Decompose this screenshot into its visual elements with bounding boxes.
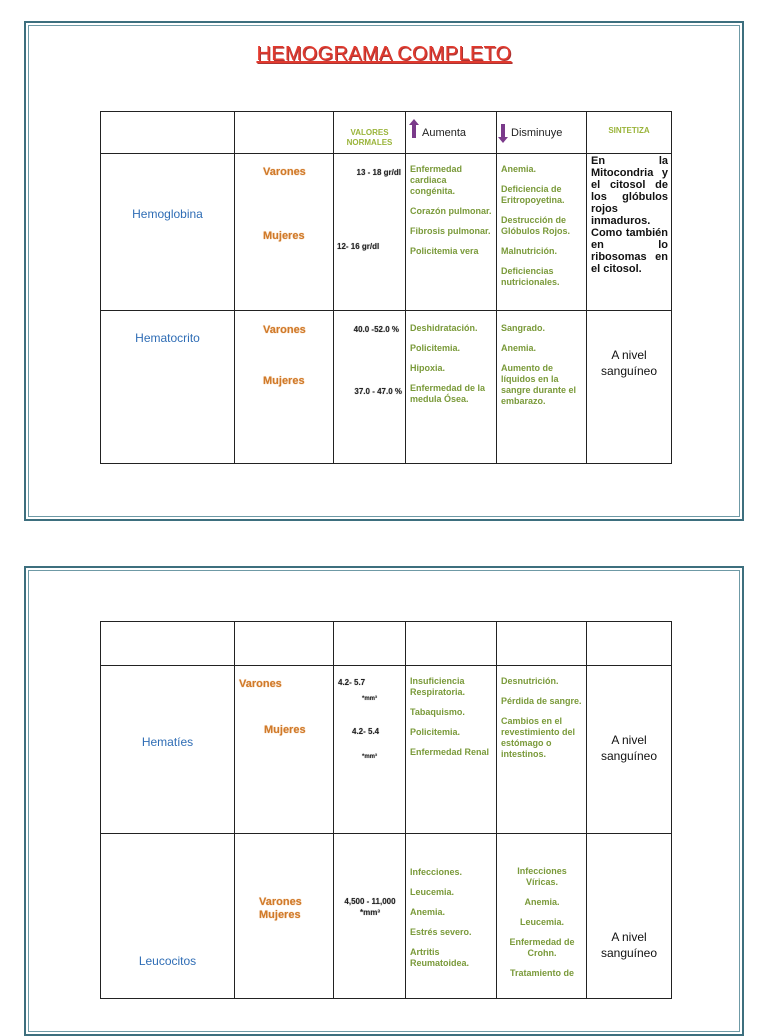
leucocitos-name-cell (101, 834, 235, 999)
list-item: Fibrosis pulmonar. (410, 226, 491, 236)
hematocrito-valores-cell (334, 311, 406, 464)
list-item: Leucemia. (410, 887, 455, 897)
hematocrito-disminuye-cell (497, 311, 587, 464)
hemoglobina-name: Hemoglobina (132, 207, 203, 221)
hemoglobina-valores-cell (334, 154, 406, 311)
valor-mujeres-unit: *mm³ (362, 754, 378, 760)
list-item: Anemia. (524, 897, 560, 907)
header-empty-cell (101, 622, 235, 666)
list-item: Hipoxia. (410, 363, 446, 373)
hematies-aumenta-cell (406, 666, 497, 834)
hemoglobina-aumenta-list (410, 164, 493, 266)
hematocrito-aumenta-cell (406, 311, 497, 464)
hematocrito-name-cell (101, 311, 235, 464)
leucocitos-sex-cell (235, 834, 334, 999)
hematocrito-sintetiza: A nivel sanguíneo (600, 348, 658, 378)
header-row (101, 112, 672, 154)
header-empty-cell (497, 622, 587, 666)
hemoglobina-sex-cell (235, 154, 334, 311)
valor-mujeres: 4.2- 5.4 (352, 727, 380, 736)
hemograma-table-1 (100, 111, 672, 464)
list-item: Tabaquismo. (410, 707, 465, 717)
header-aumenta-cell (406, 112, 497, 154)
hemograma-table-2 (100, 621, 672, 999)
varones-label: Varones (259, 896, 302, 908)
hemoglobina-row (101, 154, 672, 311)
list-item: Policitemia. (410, 727, 461, 737)
leucocitos-name: Leucocitos (138, 954, 197, 968)
hematies-sintetiza-cell (587, 666, 672, 834)
mujeres-label: Mujeres (259, 909, 301, 921)
arrow-up-icon (412, 124, 416, 138)
list-item: Malnutrición. (501, 246, 557, 256)
list-item: Cambios en el revestimiento del estómago o intestinos. (501, 716, 576, 759)
hematies-name-cell (101, 666, 235, 834)
leucocitos-sintetiza-cell (587, 834, 672, 999)
hemoglobina-sintetiza: En la Mitocondria y el citosol de los glóbulos rojos inmaduros. Como también en lo ribosomas en el citosol. (591, 155, 668, 275)
disminuye-label: Disminuye (511, 127, 563, 139)
list-item: Infecciones Víricas. (517, 866, 567, 887)
list-item: Enfermedad de Crohn. (509, 937, 575, 958)
hematocrito-name: Hematocrito (135, 331, 200, 345)
list-item: Leucemia. (519, 917, 565, 927)
list-item: Policitemia. (410, 343, 461, 353)
leucocitos-row (101, 834, 672, 999)
mujeres-label: Mujeres (264, 724, 306, 736)
list-item: Insuficiencia Respiratoria. (410, 676, 466, 697)
hemoglobina-disminuye-cell (497, 154, 587, 311)
hemoglobina-name-cell (101, 154, 235, 311)
hematies-disminuye-list (501, 676, 584, 769)
hematies-valores-cell (334, 666, 406, 834)
hematocrito-disminuye-list (501, 323, 584, 416)
hematocrito-sex-cell (235, 311, 334, 464)
list-item: Deshidratación. (410, 323, 478, 333)
hemoglobina-aumenta-cell (406, 154, 497, 311)
mujeres-label: Mujeres (263, 375, 305, 387)
valor-varones: 4.2- 5.7 (338, 678, 366, 687)
hemoglobina-disminuye-list (501, 164, 584, 297)
list-item: Infecciones. (410, 867, 463, 877)
list-item: Desnutrición. (501, 676, 559, 686)
document-page-2 (24, 566, 744, 1036)
list-item: Anemia. (410, 907, 446, 917)
list-item: Anemia. (501, 343, 537, 353)
leucocitos-disminuye-cell (497, 834, 587, 999)
sintetiza-label: SINTETIZA (608, 126, 650, 135)
list-item: Corazón pulmonar. (410, 206, 492, 216)
varones-label: Varones (263, 324, 306, 336)
hemoglobina-sintetiza-cell (587, 154, 672, 311)
aumenta-header (412, 124, 466, 139)
document-page-1 (24, 21, 744, 521)
header-empty-cell (235, 112, 334, 154)
valor-mujeres: 12- 16 gr/dl (337, 242, 380, 251)
hematies-sintetiza: A nivel sanguíneo (600, 733, 658, 763)
disminuye-header (501, 124, 562, 139)
header-valores-cell (334, 112, 406, 154)
arrow-down-icon (501, 124, 505, 138)
list-item: Enfermedad de la medula Ósea. (410, 383, 486, 404)
valor-varones: 13 - 18 gr/dl (356, 168, 401, 177)
hematies-disminuye-cell (497, 666, 587, 834)
leucocitos-valores-cell (334, 834, 406, 999)
valores-normales-label: VALORES NORMALES (346, 128, 393, 147)
varones-label: Varones (239, 678, 282, 690)
hematocrito-aumenta-list (410, 323, 493, 414)
aumenta-label: Aumenta (422, 127, 467, 139)
list-item: Pérdida de sangre. (501, 696, 582, 706)
valor-varones-unit: *mm³ (362, 696, 378, 702)
hematies-name: Hematíes (141, 735, 194, 749)
list-item: Enfermedad Renal (410, 747, 490, 757)
leucocitos-aumenta-list (410, 867, 493, 978)
header-empty-cell (587, 622, 672, 666)
header-empty-cell (406, 622, 497, 666)
header-sintetiza-cell (587, 112, 672, 154)
list-item: Sangrado. (501, 323, 546, 333)
hematocrito-row (101, 311, 672, 464)
leucocitos-aumenta-cell (406, 834, 497, 999)
list-item: Aumento de líquidos en la sangre durante el embarazo. (501, 363, 577, 406)
header-disminuye-cell (497, 112, 587, 154)
list-item: Artritis Reumatoidea. (410, 947, 470, 968)
valor-mujeres: 37.0 - 47.0 % (354, 387, 402, 396)
list-item: Deficiencia de Eritropoyetina. (501, 184, 565, 205)
leucocitos-sintetiza: A nivel sanguíneo (600, 930, 658, 960)
header-empty-cell (334, 622, 406, 666)
list-item: Anemia. (501, 164, 537, 174)
hematocrito-sintetiza-cell (587, 311, 672, 464)
valor-varones: 40.0 -52.0 % (353, 325, 399, 334)
list-item: Deficiencias nutricionales. (501, 266, 560, 287)
mujeres-label: Mujeres (263, 230, 305, 242)
list-item: Destrucción de Glóbulos Rojos. (501, 215, 570, 236)
header-row (101, 622, 672, 666)
header-empty-cell (235, 622, 334, 666)
hematies-aumenta-list (410, 676, 493, 767)
hematies-row (101, 666, 672, 834)
valor-leucocitos: 4,500 - 11,000 *mm³ (344, 897, 396, 917)
leucocitos-disminuye-list (501, 866, 583, 988)
header-empty-cell (101, 112, 235, 154)
hematies-sex-cell (235, 666, 334, 834)
list-item: Policitemia vera (410, 246, 479, 256)
page-title: HEMOGRAMA COMPLETO (256, 43, 512, 65)
list-item: Estrés severo. (410, 927, 472, 937)
varones-label: Varones (263, 166, 306, 178)
list-item: Tratamiento de (509, 968, 574, 978)
list-item: Enfermedad cardiaca congénita. (410, 164, 463, 196)
